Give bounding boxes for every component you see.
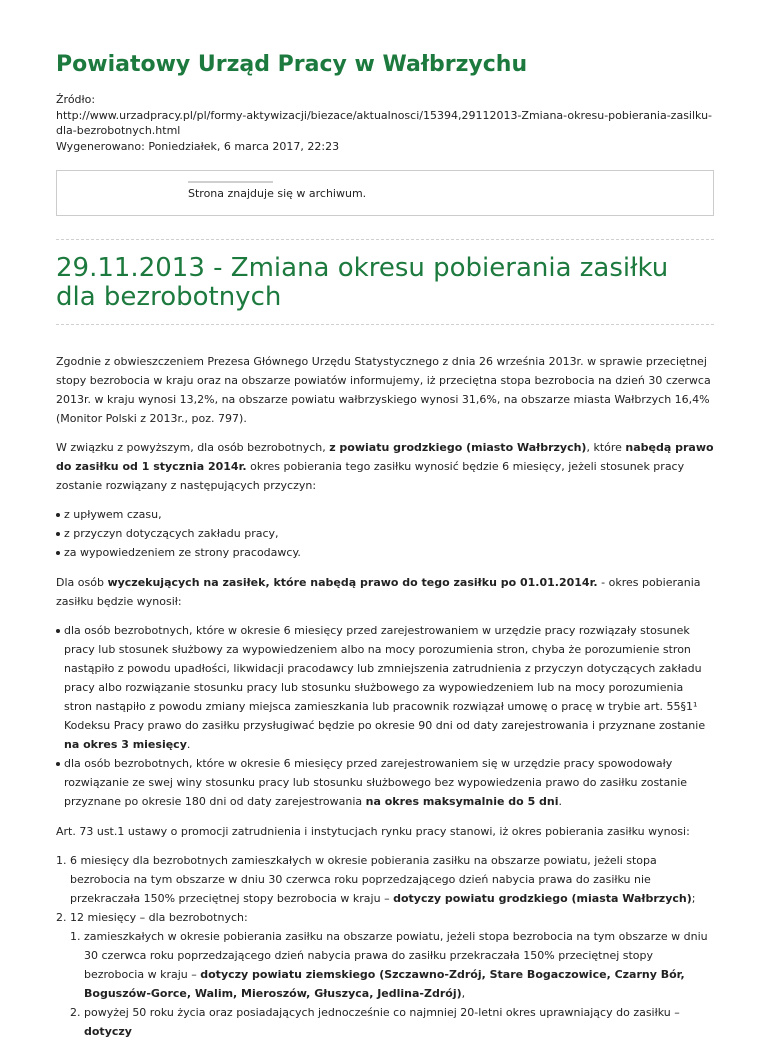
archive-message: Strona znajduje się w archiwum. [188,187,367,200]
paragraph-waiting [56,573,714,611]
bold-text: dotyczy powiatu grodzkiego (miasta Wałbrzych) [393,892,692,905]
paragraph-article-73: Art. 73 ust.1 ustawy o promocji zatrudnienia i instytucjach rynku pracy stanowi, iż okres pobierania zasiłku wynosi: [56,825,690,838]
bold-text: na okres maksymalnie do 5 dni [365,795,559,808]
reasons-list [56,505,714,562]
article-content [56,352,714,1041]
bold-text: na okres 3 miesięcy [64,738,187,751]
list-number: 1. [70,930,81,943]
generated-date: Wygenerowano: Poniedziałek, 6 marca 2017, 22:23 [56,139,340,153]
divider-bottom [56,324,714,325]
divider-top [56,239,714,240]
bold-text: z powiatu grodzkiego (miasto Wałbrzych) [329,441,587,454]
document-meta [56,92,714,154]
site-title: Powiatowy Urząd Pracy w Wałbrzychu [56,52,528,77]
text: powyżej 50 roku życia oraz posiadających jednocześnie co najmniej 20-letni okres uprawniający do zasiłku – [84,1006,680,1019]
text: . [186,738,191,751]
text: zamieszkałych w okresie pobierania zasiłku na obszarze powiatu, jeżeli stopa bezrobocia na tym obszarze w dniu 30 czerwca roku poprzedzającego dzień nabycia prawa do zasiłku przekraczała 150% przeciętnej stopy bezrobocia w kraju – [84,930,708,981]
list-item [70,927,714,1003]
list-item [56,754,714,811]
text: , które [586,441,626,454]
list-item: z upływem czasu, [56,505,714,524]
list-item [56,908,714,1041]
bold-text: wyczekujących na zasiłek, które nabędą prawo do tego zasiłku po 01.01.2014r. [107,576,598,589]
text: dla osób bezrobotnych, które w okresie 6 miesięcy przed zarejestrowaniem się w urzędzie pracy spowodowały rozwiązanie ze swej winy stosunku pracy lub stosunku służbowego bez wypowiedzenia prawo do zasiłku zostanie przyznane po okresie 180 dni od daty zarejestrowania [64,757,688,808]
paragraph-eligibility [56,438,714,495]
text: ; [691,892,696,905]
bold-text: nabędą prawo do zasiłku od 1 stycznia 2014r. [56,441,714,473]
list-number: 2. [56,911,67,924]
benefit-period-list [56,851,714,1041]
list-item [70,1003,714,1041]
text: okres pobierania tego zasiłku wynosić będzie 6 miesięcy, jeżeli stosunek pracy zostanie rozwiązany z następujących przyczyn: [56,460,685,492]
list-number: 2. [70,1006,81,1019]
sub-list [70,927,714,1041]
list-item [56,621,714,754]
text: Dla osób [56,576,108,589]
list-item [56,851,714,908]
bold-text: dotyczy powiatu ziemskiego (Szczawno-Zdrój, Stare Bogaczowice, Czarny Bór, Boguszów-Gorce, Walim, Mieroszów, Głuszyca, Jedlina-Zdrój) [84,968,685,1000]
list-item: z przyczyn dotyczących zakładu pracy, [56,524,714,543]
source-label: Źródło: [56,93,96,106]
text: 6 miesięcy dla bezrobotnych zamieszkałych w okresie pobierania zasiłku na obszarze powiatu, jeżeli stopa bezrobocia na tym obszarze w dniu 30 czerwca roku poprzedzającego dzień nabycia prawa do zasiłku nie przekraczała 150% przeciętnej stopy bezrobocia w kraju – [70,854,657,905]
paragraph-statistics: Zgodnie z obwieszczeniem Prezesa Głównego Urzędu Statystycznego z dnia 26 września 2013r. w sprawie przeciętnej stopy bezrobocia w kraju oraz na obszarze powiatów informujemy, iż przeciętna stopa bezrobocia na dzień 30 czerwca 2013r. w kraju wynosi 13,2%, na obszarze powiatu wałbrzyskiego wynosi 31,6%, na obszarze miasta Wałbrzych 16,4% (Monitor Polski z 2013r., poz. 797). [56,355,711,425]
text: - okres pobierania zasiłku będzie wynosił: [56,576,701,608]
page [56,0,714,1041]
bold-text: dotyczy [84,1025,132,1038]
text: 12 miesięcy – dla bezrobotnych: [70,911,248,924]
list-item: za wypowiedzeniem ze strony pracodawcy. [56,543,714,562]
text: dla osób bezrobotnych, które w okresie 6 miesięcy przed zarejestrowaniem w urzędzie pracy rozwiązały stosunek pracy lub stosunek służbowy za wypowiedzeniem albo na mocy porozumienia stron, chyba że porozumienie stron nastąpiło z powodu upadłości, likwidacji pracodawcy lub zmniejszenia zatrudnienia z przyczyn dotyczących zakładu pracy albo rozwiązanie stosunku pracy lub stosunku służbowego za wypowiedzeniem lub na mocy porozumienia stron nastąpiło z powodu zmiany miejsca zamieszkania lub pracownik rozwiązał umowę o pracę w trybie art. 55§1¹ Kodeksu Pracy prawo do zasiłku przysługiwać będzie po okresie 90 dni od daty zarejestrowania i przyznane zostanie [64,624,706,732]
cases-list [56,621,714,811]
source-url[interactable]: http://www.urzadpracy.pl/pl/formy-aktywizacji/biezace/aktualnosci/15394,29112013-Zmiana-okresu-pobierania-zasilku-dla-bezrobotnych.html [56,108,713,137]
article-title: 29.11.2013 - Zmiana okresu pobierania zasiłku dla bezrobotnych [56,253,669,312]
text: , [461,987,466,1000]
archive-notice [56,170,714,216]
text: W związku z powyższym, dla osób bezrobotnych, [56,441,330,454]
text: . [558,795,563,808]
archive-divider [188,181,273,183]
list-number: 1. [56,854,67,867]
